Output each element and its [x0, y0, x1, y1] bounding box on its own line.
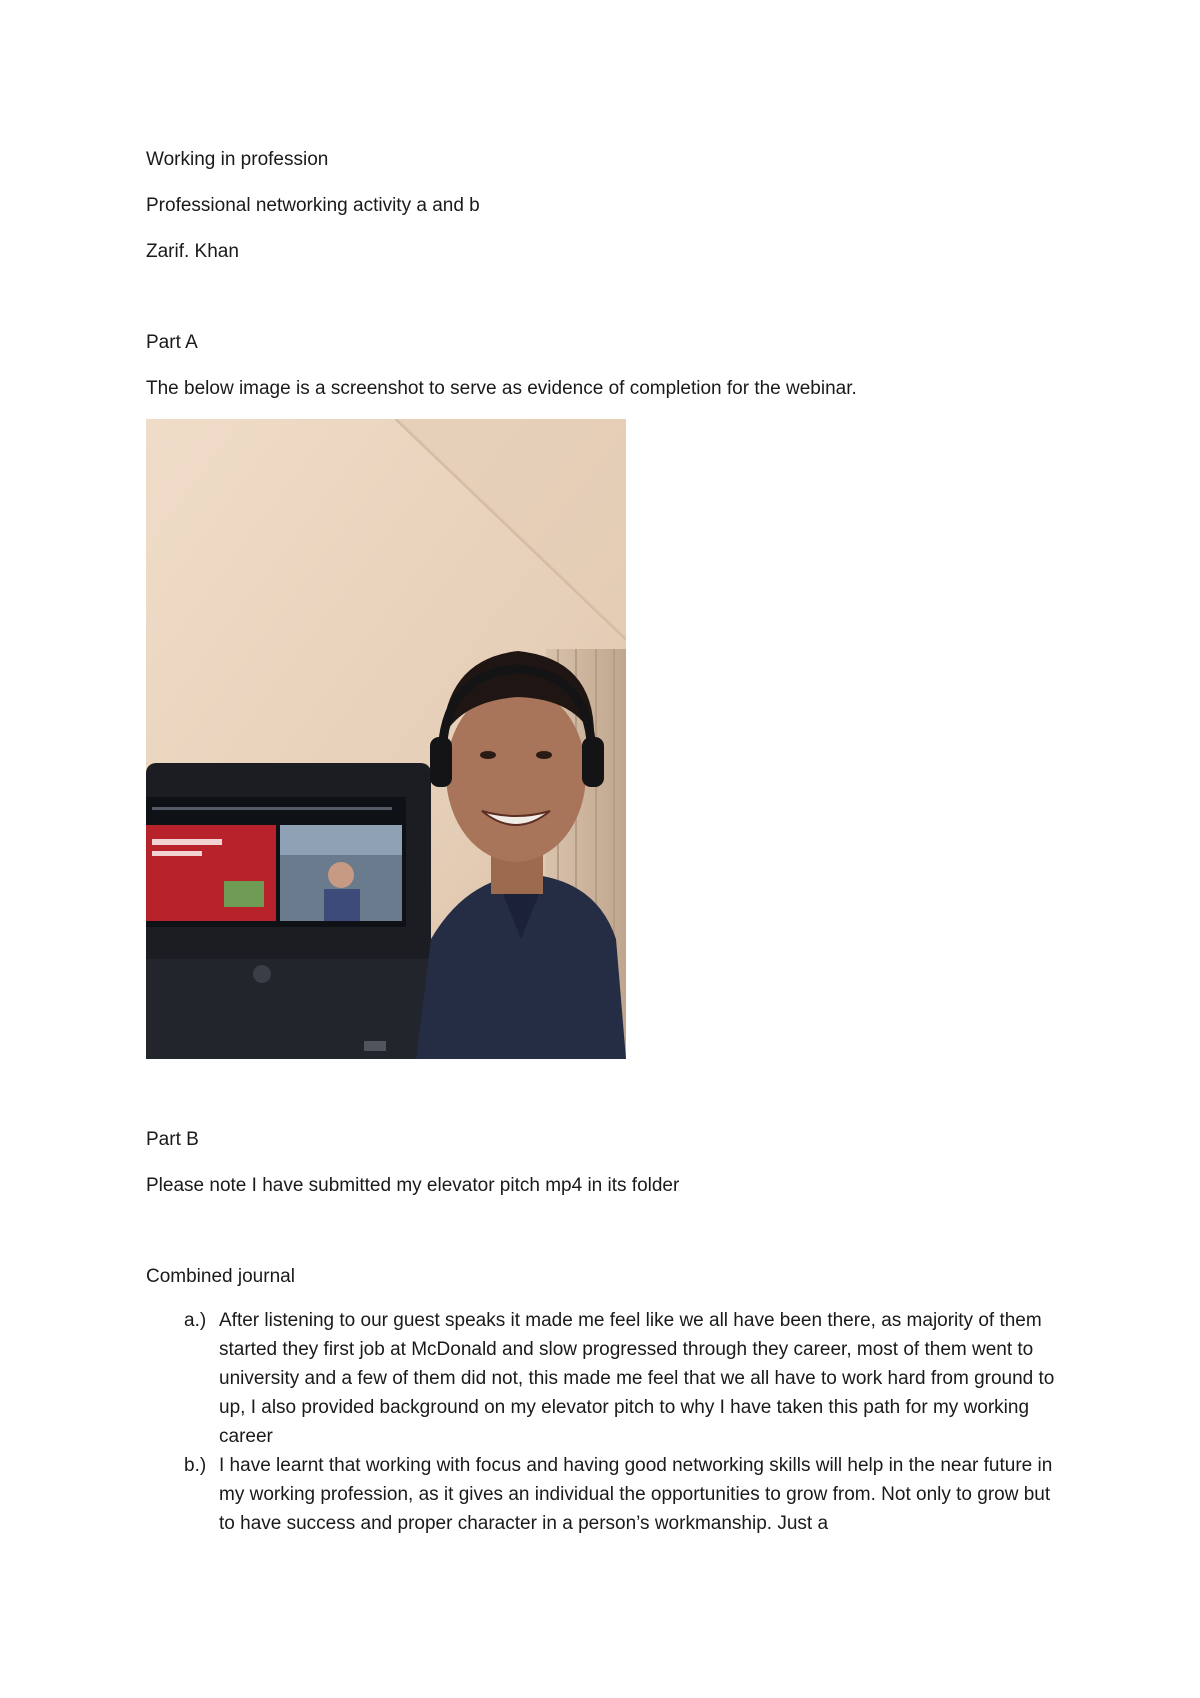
journal-heading: Combined journal — [146, 1266, 295, 1287]
list-item-text: After listening to our guest speaks it made me feel like we all have been there, as majority of them started they first job at McDonald and slow progressed through they career, most of them went to university and a few of them did not, this made me feel that we all have to work hard from ground to up, I also provided background on my elevator pitch to why I have taken this path for my working career — [219, 1310, 1055, 1447]
list-item — [146, 1306, 1066, 1451]
list-marker: a.) — [184, 1310, 207, 1331]
webinar-selfie-photo — [146, 419, 626, 1059]
list-item — [146, 1451, 1066, 1538]
author-name: Zarif. Khan — [146, 241, 239, 262]
part-b-heading: Part B — [146, 1129, 199, 1150]
journal-list — [146, 1306, 1066, 1538]
photo-illustration — [146, 419, 626, 1059]
part-a-heading: Part A — [146, 332, 198, 353]
part-b-note: Please note I have submitted my elevator pitch mp4 in its folder — [146, 1175, 680, 1196]
part-a-caption: The below image is a screenshot to serve as evidence of completion for the webinar. — [146, 378, 857, 399]
course-title: Working in profession — [146, 149, 329, 170]
list-marker: b.) — [184, 1455, 207, 1476]
activity-title: Professional networking activity a and b — [146, 195, 480, 216]
list-item-text: I have learnt that working with focus and having good networking skills will help in the near future in my working profession, as it gives an individual the opportunities to grow from. Not only to grow but to have success and proper character in a person’s workmanship. Just a — [219, 1455, 1053, 1534]
